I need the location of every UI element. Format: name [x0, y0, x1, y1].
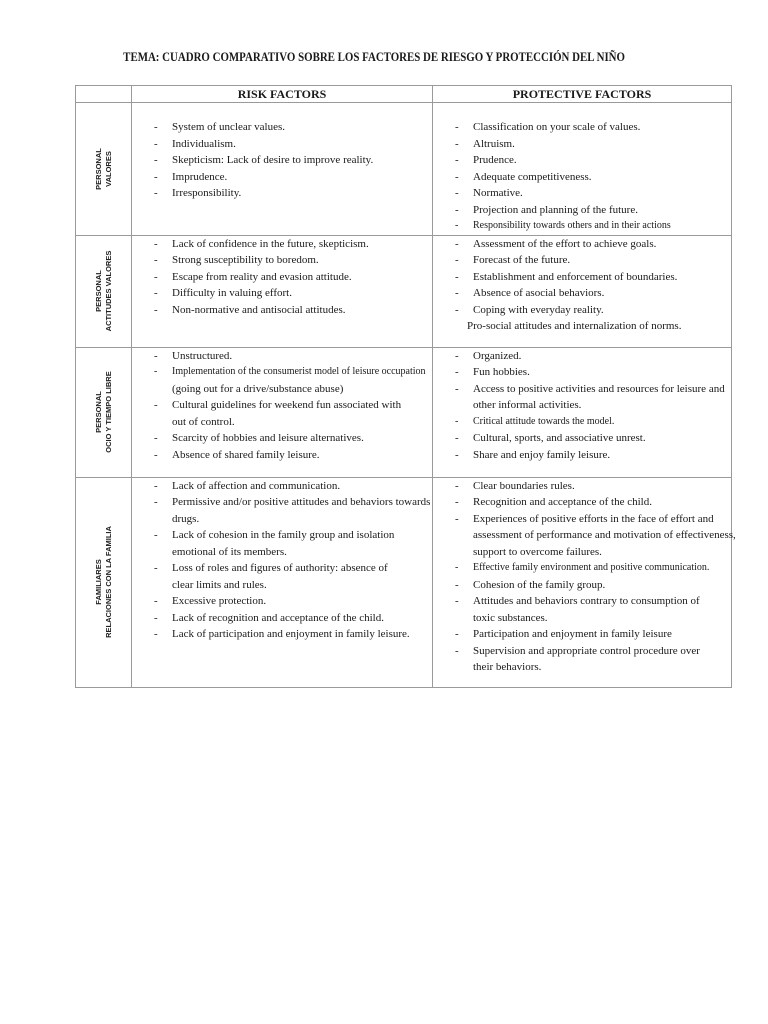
list-item: - Cultural, sports, and associative unrest. [433, 430, 731, 447]
row-label [94, 526, 114, 638]
risk-list [132, 348, 432, 464]
protective-list [433, 103, 731, 235]
list-item: other informal activities. [473, 399, 582, 411]
row-label-line: VALORES [103, 150, 113, 187]
row-label-line: PERSONAL [93, 270, 103, 312]
list-item: - Individualism. [132, 136, 432, 153]
row-label-cell [76, 235, 132, 347]
list-item: - Scarcity of hobbies and leisure alternatives. [132, 430, 432, 447]
list-item: - Unstructured. [132, 348, 432, 365]
list-item: out of control. [172, 415, 235, 428]
list-item: assessment of performance and motivation of effectiveness, [473, 529, 736, 541]
list-item: - Lack of participation and enjoyment in family leisure. [132, 626, 432, 643]
protective-cell [433, 235, 732, 347]
table-row [76, 235, 732, 347]
protective-list [433, 236, 731, 335]
risk-cell [132, 235, 433, 347]
list-item: - Difficulty in valuing effort. [132, 285, 432, 302]
list-item: - Lack of confidence in the future, skepticism. [132, 236, 432, 253]
table-row [76, 103, 732, 236]
list-item: emotional of its members. [172, 545, 287, 558]
list-item: - Critical attitude towards the model. [433, 414, 731, 431]
list-item: - Excessive protection. [132, 593, 432, 610]
row-label-line: FAMILIARES [93, 559, 103, 605]
list-item: toxic substances. [473, 611, 548, 624]
risk-cell [132, 347, 433, 477]
list-item: - Coping with everyday reality. [433, 302, 731, 319]
list-item: - Clear boundaries rules. [433, 478, 731, 495]
list-item: - Non-normative and antisocial attitudes. [132, 302, 432, 319]
list-item: - Cultural guidelines for weekend fun associated with [132, 397, 432, 414]
list-item: clear limits and rules. [172, 578, 267, 591]
risk-list [132, 103, 432, 202]
list-item: their behaviors. [473, 661, 542, 673]
header-empty-cell [76, 86, 132, 103]
header-row [76, 86, 732, 103]
list-item: - Skepticism: Lack of desire to improve reality. [132, 152, 432, 169]
list-item: - Fun hobbies. [433, 364, 731, 381]
protective-list [433, 478, 736, 676]
list-item: - Prudence. [433, 152, 731, 169]
list-item: - Share and enjoy family leisure. [433, 447, 731, 464]
list-item: - Imprudence. [132, 169, 432, 186]
list-item: - Experiences of positive efforts in the face of effort and [433, 511, 731, 528]
document-title: TEMA: CUADRO COMPARATIVO SOBRE LOS FACTORES DE RIESGO Y PROTECCIÓN DEL NIÑO [123, 50, 625, 64]
protective-cell [433, 477, 736, 687]
list-item: - Forecast of the future. [433, 252, 731, 269]
list-item: (going out for a drive/substance abuse) [172, 382, 344, 395]
risk-list [132, 478, 432, 643]
list-item: - Lack of cohesion in the family group and isolation [132, 527, 432, 544]
table-row [76, 347, 732, 477]
list-item: - Organized. [433, 348, 731, 365]
row-label-line: RELACIONES CON LA FAMILIA [103, 526, 113, 638]
list-item: - Effective family environment and positive communication. [433, 560, 731, 577]
list-item: - Recognition and acceptance of the child. [433, 494, 731, 511]
list-item: - Adequate competitiveness. [433, 169, 731, 186]
protective-cell [433, 103, 732, 236]
list-item: - System of unclear values. [132, 119, 432, 136]
protective-list [433, 348, 731, 464]
list-item: - Participation and enjoyment in family leisure [433, 626, 731, 643]
list-item: - Access to positive activities and resources for leisure and [433, 381, 731, 398]
list-item: - Lack of recognition and acceptance of the child. [132, 610, 432, 627]
list-item: - Implementation of the consumerist model of leisure occupation [132, 364, 432, 381]
comparison-table [75, 85, 736, 688]
list-item: - Assessment of the effort to achieve goals. [433, 236, 731, 253]
risk-list [132, 236, 432, 319]
risk-cell [132, 477, 433, 687]
table-row [76, 477, 732, 687]
list-item: - Normative. [433, 185, 731, 202]
list-item: - Attitudes and behaviors contrary to consumption of [433, 593, 731, 610]
list-item: - Altruism. [433, 136, 731, 153]
list-item: - Loss of roles and figures of authority: absence of [132, 560, 432, 577]
row-label-cell [76, 477, 132, 687]
row-label-line: ACTITUDES VALORES [103, 250, 113, 332]
list-item: - Lack of affection and communication. [132, 478, 432, 495]
row-label [94, 148, 114, 190]
row-label-cell [76, 347, 132, 477]
list-item: support to overcome failures. [473, 545, 602, 558]
protective-cell [433, 347, 732, 477]
list-item: Pro-social attitudes and internalization of norms. [467, 320, 682, 332]
list-item: - Irresponsibility. [132, 185, 432, 202]
row-label-cell [76, 103, 132, 236]
row-label-line: PERSONAL [93, 391, 103, 433]
list-item: - Strong susceptibility to boredom. [132, 252, 432, 269]
list-item: - Absence of shared family leisure. [132, 447, 432, 464]
list-item: drugs. [172, 512, 200, 525]
protective-factors-header: PROTECTIVE FACTORS [433, 86, 732, 103]
list-item: - Projection and planning of the future. [433, 202, 731, 219]
risk-factors-header: RISK FACTORS [132, 86, 433, 103]
list-item: - Absence of asocial behaviors. [433, 285, 731, 302]
list-item: - Supervision and appropriate control procedure over [433, 643, 731, 660]
list-item: - Cohesion of the family group. [433, 577, 731, 594]
list-item: - Classification on your scale of values. [433, 119, 731, 136]
row-label-line: PERSONAL [93, 147, 103, 190]
list-item: - Establishment and enforcement of boundaries. [433, 269, 731, 286]
risk-cell [132, 103, 433, 236]
list-item: - Responsibility towards others and in their actions [433, 218, 731, 235]
row-label [94, 251, 114, 332]
row-label [94, 371, 114, 452]
row-label-line: OCIO Y TIEMPO LIBRE [103, 371, 113, 453]
list-item: - Escape from reality and evasion attitude. [132, 269, 432, 286]
list-item: - Permissive and/or positive attitudes and behaviors towards [132, 494, 432, 511]
